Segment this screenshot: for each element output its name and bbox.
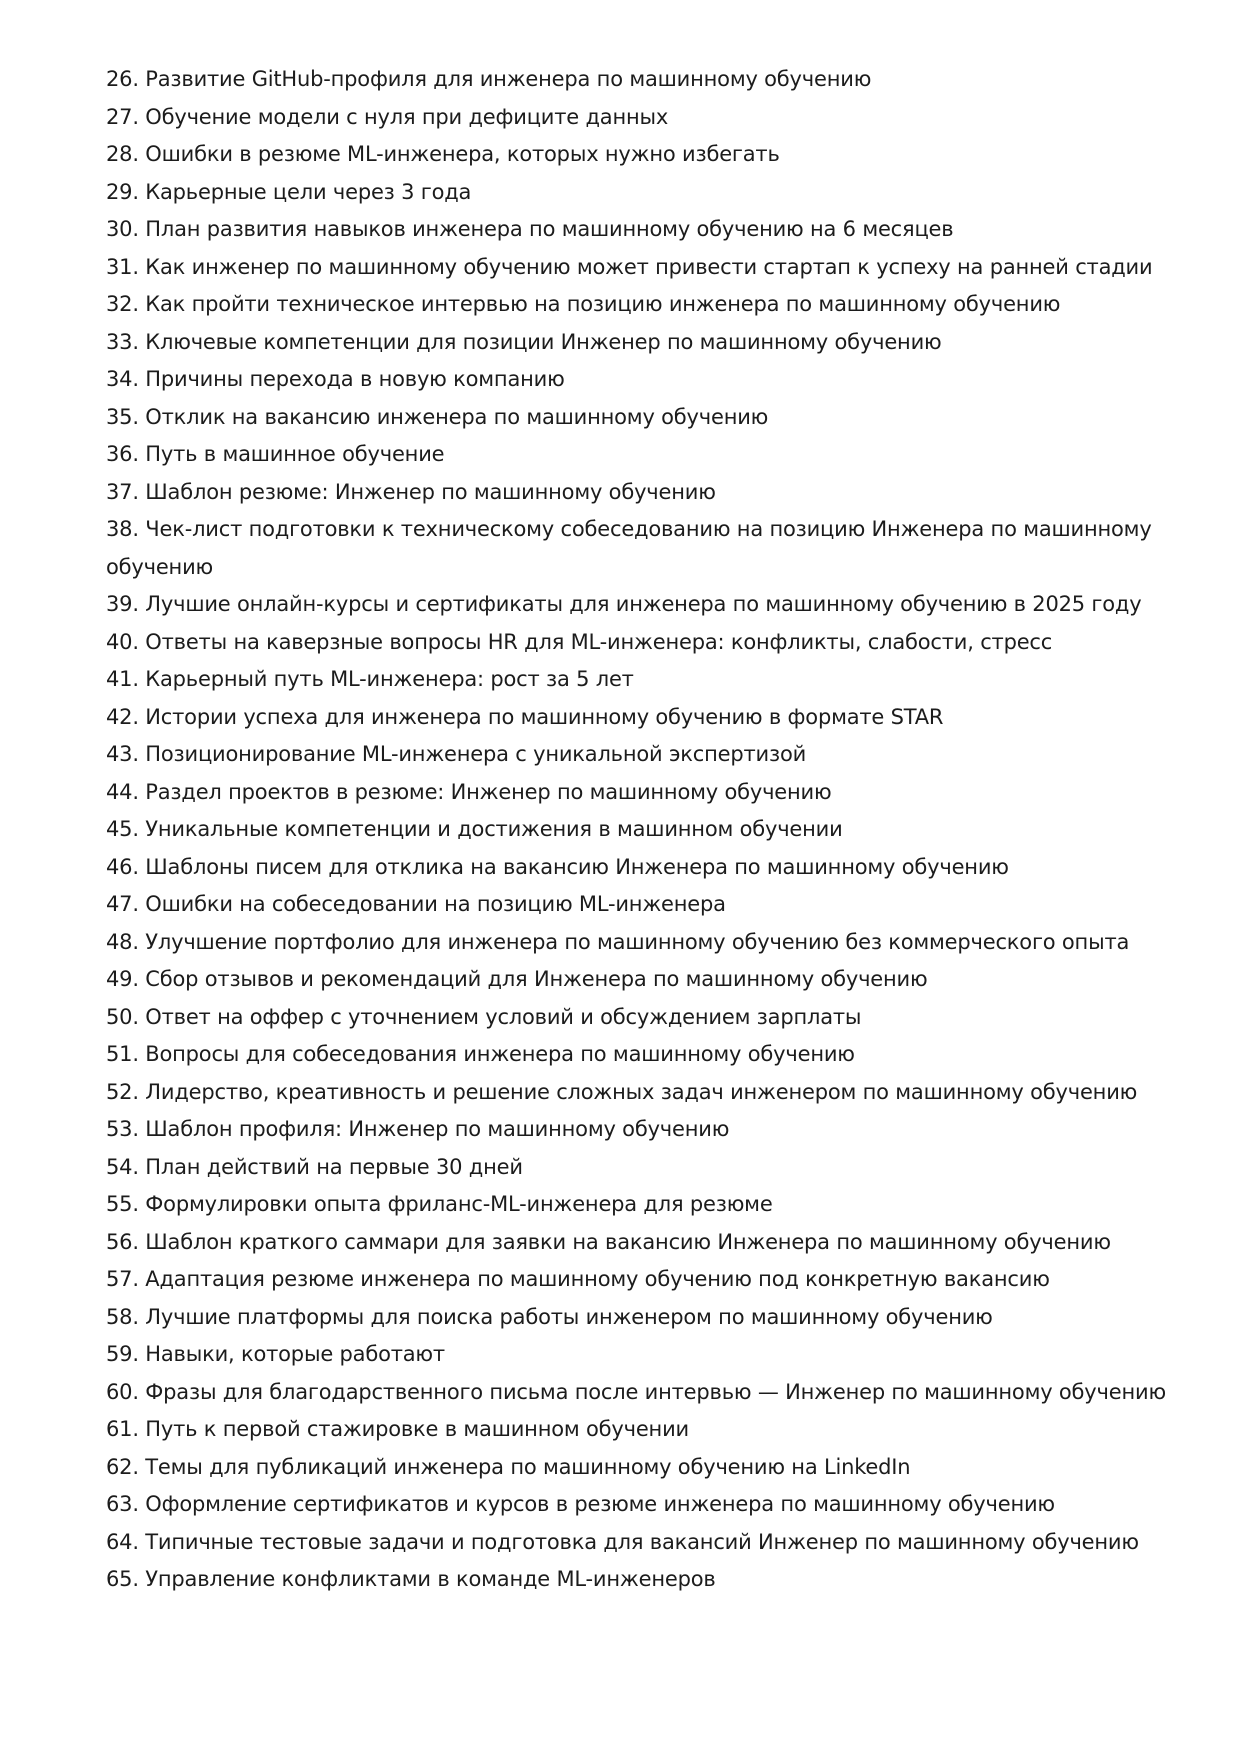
item-number: 31. [106,254,139,279]
list-item [106,586,1186,624]
list-item [106,961,1186,999]
list-item [106,1111,1186,1149]
item-text: Шаблон резюме: Инженер по машинному обучению [145,479,716,504]
item-number: 27. [106,104,139,129]
list-item [106,736,1186,774]
list-item [106,924,1186,962]
list-item [106,511,1186,586]
list-item [106,211,1186,249]
list-item [106,249,1186,287]
item-text: Чек-лист подготовки к техническому собеседованию на позицию Инженера по машинному обучению [106,517,1152,579]
list-item [106,886,1186,924]
item-number: 49. [106,967,139,991]
item-text: Развитие GitHub-профиля для инженера по машинному обучению [145,67,872,91]
item-text: Ответы на каверзные вопросы HR для ML-инженера: конфликты, слабости, стресс [145,629,1053,654]
item-text: Раздел проектов в резюме: Инженер по машинному обучению [145,779,832,804]
item-number: 51. [106,1042,139,1066]
item-number: 50. [106,1004,139,1029]
item-text: Шаблоны писем для отклика на вакансию Инженера по машинному обучению [145,854,1009,879]
item-text: Лидерство, креативность и решение сложных задач инженером по машинному обучению [145,1079,1138,1104]
item-text: Вопросы для собеседования инженера по машинному обучению [145,1042,855,1066]
item-number: 62. [106,1454,139,1479]
item-text: Оформление сертификатов и курсов в резюме инженера по машинному обучению [145,1492,1055,1516]
item-number: 61. [106,1417,139,1441]
item-number: 58. [106,1304,139,1329]
list-item [106,849,1186,887]
item-number: 55. [106,1192,139,1216]
item-number: 34. [106,367,139,391]
item-text: Навыки, которые работают [145,1342,445,1366]
item-text: Карьерные цели через 3 года [145,179,472,204]
item-text: Фразы для благодарственного письма после интервью — Инженер по машинному обучению [145,1379,1166,1404]
item-text: Улучшение портфолио для инженера по машинному обучению без коммерческого опыта [145,929,1130,954]
item-number: 54. [106,1154,139,1179]
item-number: 44. [106,779,139,804]
list-item [106,1149,1186,1187]
list-item [106,324,1186,362]
item-number: 32. [106,292,139,316]
list-item [106,286,1186,324]
item-number: 48. [106,929,139,954]
item-number: 43. [106,742,139,766]
item-number: 40. [106,629,139,654]
list-item [106,999,1186,1037]
list-item [106,624,1186,662]
item-text: Отклик на вакансию инженера по машинному обучению [145,404,769,429]
list-item [106,661,1186,699]
item-number: 36. [106,442,139,466]
list-item [106,1486,1186,1524]
item-text: Шаблон краткого саммари для заявки на вакансию Инженера по машинному обучению [145,1229,1111,1254]
item-number: 65. [106,1567,139,1591]
list-item [106,1299,1186,1337]
item-text: Ответ на оффер с уточнением условий и обсуждением зарплаты [145,1004,862,1029]
list-item [106,1261,1186,1299]
item-number: 45. [106,817,139,841]
list-item [106,1524,1186,1562]
list-item [106,1224,1186,1262]
item-text: Управление конфликтами в команде ML-инженеров [145,1567,716,1591]
list-item [106,1074,1186,1112]
item-text: Причины перехода в новую компанию [145,367,565,391]
item-number: 28. [106,142,139,166]
item-text: Ошибки на собеседовании на позицию ML-инженера [145,892,726,916]
item-number: 41. [106,667,139,691]
list-item [106,474,1186,512]
list-item [106,1186,1186,1224]
item-text: Путь в машинное обучение [145,442,445,466]
list-item [106,61,1186,99]
item-text: Позиционирование ML-инженера с уникальной экспертизой [145,742,807,766]
item-text: Истории успеха для инженера по машинному обучению в формате STAR [145,704,944,729]
list-item [106,436,1186,474]
topic-list [106,61,1186,1599]
item-text: Путь к первой стажировке в машинном обучении [145,1417,689,1441]
list-item [106,1561,1186,1599]
item-number: 47. [106,892,139,916]
item-number: 35. [106,404,139,429]
list-item [106,774,1186,812]
item-text: Лучшие платформы для поиска работы инженером по машинному обучению [145,1304,993,1329]
item-number: 38. [106,517,139,541]
item-number: 30. [106,217,139,241]
item-number: 53. [106,1117,139,1141]
item-text: Типичные тестовые задачи и подготовка для вакансий Инженер по машинному обучению [145,1529,1139,1554]
item-text: Ошибки в резюме ML-инженера, которых нужно избегать [145,142,780,166]
list-item [106,399,1186,437]
list-item [106,174,1186,212]
list-item [106,99,1186,137]
item-text: Лучшие онлайн-курсы и сертификаты для инженера по машинному обучению в 2025 году [145,592,1142,616]
list-item [106,1374,1186,1412]
item-number: 26. [106,67,139,91]
item-text: Ключевые компетенции для позиции Инженер по машинному обучению [145,329,942,354]
item-text: Адаптация резюме инженера по машинному обучению под конкретную вакансию [145,1267,1050,1291]
item-text: Темы для публикаций инженера по машинному обучению на LinkedIn [145,1454,911,1479]
list-item [106,1336,1186,1374]
list-item [106,699,1186,737]
item-text: Формулировки опыта фриланс-ML-инженера для резюме [145,1192,773,1216]
item-number: 57. [106,1267,139,1291]
item-number: 56. [106,1229,139,1254]
item-text: Как пройти техническое интервью на позицию инженера по машинному обучению [145,292,1061,316]
list-item [106,811,1186,849]
list-item [106,1449,1186,1487]
item-text: Обучение модели с нуля при дефиците данных [145,104,669,129]
item-number: 39. [106,592,139,616]
item-text: Как инженер по машинному обучению может привести стартап к успеху на ранней стадии [145,254,1153,279]
item-number: 33. [106,329,139,354]
item-number: 46. [106,854,139,879]
item-number: 52. [106,1079,139,1104]
item-text: Сбор отзывов и рекомендаций для Инженера по машинному обучению [145,967,928,991]
item-text: План действий на первые 30 дней [145,1154,523,1179]
item-number: 37. [106,479,139,504]
list-item [106,1411,1186,1449]
item-text: Уникальные компетенции и достижения в машинном обучении [145,817,843,841]
item-number: 63. [106,1492,139,1516]
list-item [106,361,1186,399]
item-text: План развития навыков инженера по машинному обучению на 6 месяцев [145,217,954,241]
item-number: 29. [106,179,139,204]
item-number: 64. [106,1529,139,1554]
item-text: Шаблон профиля: Инженер по машинному обучению [145,1117,730,1141]
list-item [106,136,1186,174]
item-text: Карьерный путь ML-инженера: рост за 5 лет [145,667,634,691]
list-item [106,1036,1186,1074]
item-number: 60. [106,1379,139,1404]
item-number: 42. [106,704,139,729]
item-number: 59. [106,1342,139,1366]
